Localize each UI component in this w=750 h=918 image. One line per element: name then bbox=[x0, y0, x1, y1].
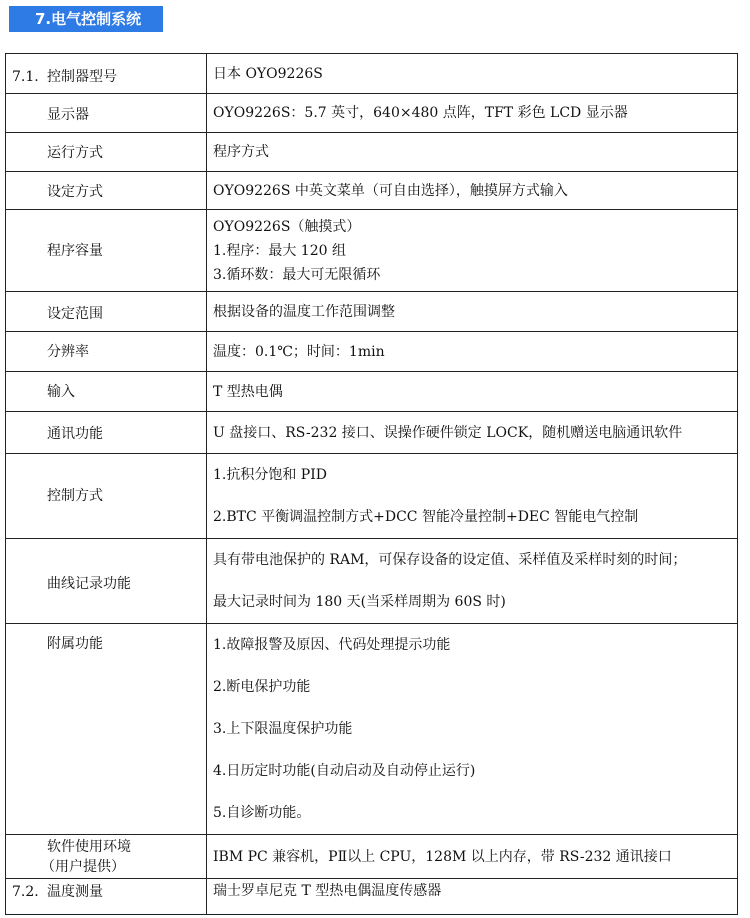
row-value-cell bbox=[207, 332, 738, 372]
spec-table bbox=[5, 53, 738, 915]
row-label-sub: （用户提供） bbox=[41, 858, 125, 875]
row-value-cell bbox=[207, 624, 738, 835]
row-label-cell bbox=[6, 54, 207, 94]
row-label-cell bbox=[6, 94, 207, 133]
row-value: 根据设备的温度工作范围调整 bbox=[213, 303, 395, 320]
row-value-line: 4.日历定时功能(自动启动及自动停止运行) bbox=[213, 763, 476, 779]
row-label-cell bbox=[6, 412, 207, 454]
row-number: 7.1. bbox=[12, 68, 39, 85]
row-label: 温度测量 bbox=[47, 884, 103, 900]
row-value: T 型热电偶 bbox=[213, 383, 283, 400]
row-label: 控制方式 bbox=[47, 488, 103, 504]
section-title: 7.电气控制系统 bbox=[9, 6, 163, 32]
row-value-cell bbox=[207, 54, 738, 94]
row-value: OYO9226S：5.7 英寸，640×480 点阵，TFT 彩色 LCD 显示器 bbox=[213, 105, 628, 121]
row-label-cell bbox=[6, 372, 207, 412]
row-value-cell bbox=[207, 292, 738, 332]
row-label-cell bbox=[6, 879, 207, 915]
row-label: 显示器 bbox=[47, 106, 89, 123]
row-label-cell bbox=[6, 835, 207, 879]
row-value-line: 1.程序：最大 120 组 bbox=[213, 242, 346, 259]
row-value-cell bbox=[207, 879, 738, 915]
row-label: 运行方式 bbox=[47, 145, 103, 161]
row-label: 设定方式 bbox=[47, 183, 103, 200]
table-row bbox=[6, 372, 738, 412]
row-value-cell bbox=[207, 210, 738, 292]
row-label-cell bbox=[6, 133, 207, 172]
table-row bbox=[6, 210, 738, 292]
row-value-line: 最大记录时间为 180 天(当采样周期为 60S 时) bbox=[213, 594, 506, 610]
row-value: IBM PC 兼容机，PⅡ以上 CPU，128M 以上内存，带 RS-232 通讯接口 bbox=[213, 848, 672, 865]
table-row bbox=[6, 133, 738, 172]
row-label-cell bbox=[6, 332, 207, 372]
row-value-line: 2.断电保护功能 bbox=[213, 679, 311, 695]
row-label: 控制器型号 bbox=[47, 68, 117, 85]
row-value-line: 3.循环数：最大可无限循环 bbox=[213, 266, 381, 283]
table-row bbox=[6, 292, 738, 332]
row-label-cell bbox=[6, 454, 207, 539]
table-row bbox=[6, 835, 738, 879]
row-value: 温度：0.1℃；时间：1min bbox=[213, 343, 385, 360]
row-value-line: 1.故障报警及原因、代码处理提示功能 bbox=[213, 637, 451, 653]
row-value-cell bbox=[207, 412, 738, 454]
table-row bbox=[6, 539, 738, 624]
row-value: 瑞士罗卓尼克 T 型热电偶温度传感器 bbox=[213, 883, 442, 899]
row-label-cell bbox=[6, 292, 207, 332]
row-label: 附属功能 bbox=[47, 636, 103, 652]
row-value: 程序方式 bbox=[213, 144, 269, 160]
row-value-line: OYO9226S（触摸式） bbox=[213, 218, 361, 235]
table-row bbox=[6, 332, 738, 372]
row-value: U 盘接口、RS-232 接口、误操作硬件锁定 LOCK，随机赠送电脑通讯软件 bbox=[213, 424, 683, 441]
table-row bbox=[6, 94, 738, 133]
row-label-cell bbox=[6, 624, 207, 835]
row-value-line: 1.抗积分饱和 PID bbox=[213, 467, 327, 483]
table-row bbox=[6, 54, 738, 94]
row-value-cell bbox=[207, 94, 738, 133]
row-label: 设定范围 bbox=[47, 305, 103, 322]
row-number: 7.2. bbox=[12, 884, 39, 900]
row-value-cell bbox=[207, 133, 738, 172]
table-row bbox=[6, 624, 738, 835]
row-value-line: 2.BTC 平衡调温控制方式+DCC 智能冷量控制+DEC 智能电气控制 bbox=[213, 509, 639, 525]
row-value-cell bbox=[207, 372, 738, 412]
row-value: 日本 OYO9226S bbox=[213, 65, 323, 82]
row-label: 通讯功能 bbox=[47, 426, 103, 442]
row-label-cell bbox=[6, 210, 207, 292]
table-row bbox=[6, 412, 738, 454]
row-value-line: 具有带电池保护的 RAM，可保存设备的设定值、采样值及采样时刻的时间； bbox=[213, 552, 687, 568]
row-value: OYO9226S 中英文菜单（可自由选择），触摸屏方式输入 bbox=[213, 182, 568, 199]
row-label: 软件使用环境 bbox=[47, 838, 131, 855]
row-label: 程序容量 bbox=[47, 242, 103, 259]
table-row bbox=[6, 454, 738, 539]
table-row bbox=[6, 172, 738, 210]
row-value-cell bbox=[207, 454, 738, 539]
row-value-line: 3.上下限温度保护功能 bbox=[213, 721, 353, 737]
row-value-cell bbox=[207, 539, 738, 624]
row-label-cell bbox=[6, 539, 207, 624]
row-label-cell bbox=[6, 172, 207, 210]
row-label: 输入 bbox=[47, 383, 75, 400]
row-value-line: 5.自诊断功能。 bbox=[213, 805, 311, 821]
row-label: 分辨率 bbox=[47, 343, 89, 360]
row-value-cell bbox=[207, 835, 738, 879]
row-label: 曲线记录功能 bbox=[47, 576, 131, 592]
row-value-cell bbox=[207, 172, 738, 210]
table-row bbox=[6, 879, 738, 915]
